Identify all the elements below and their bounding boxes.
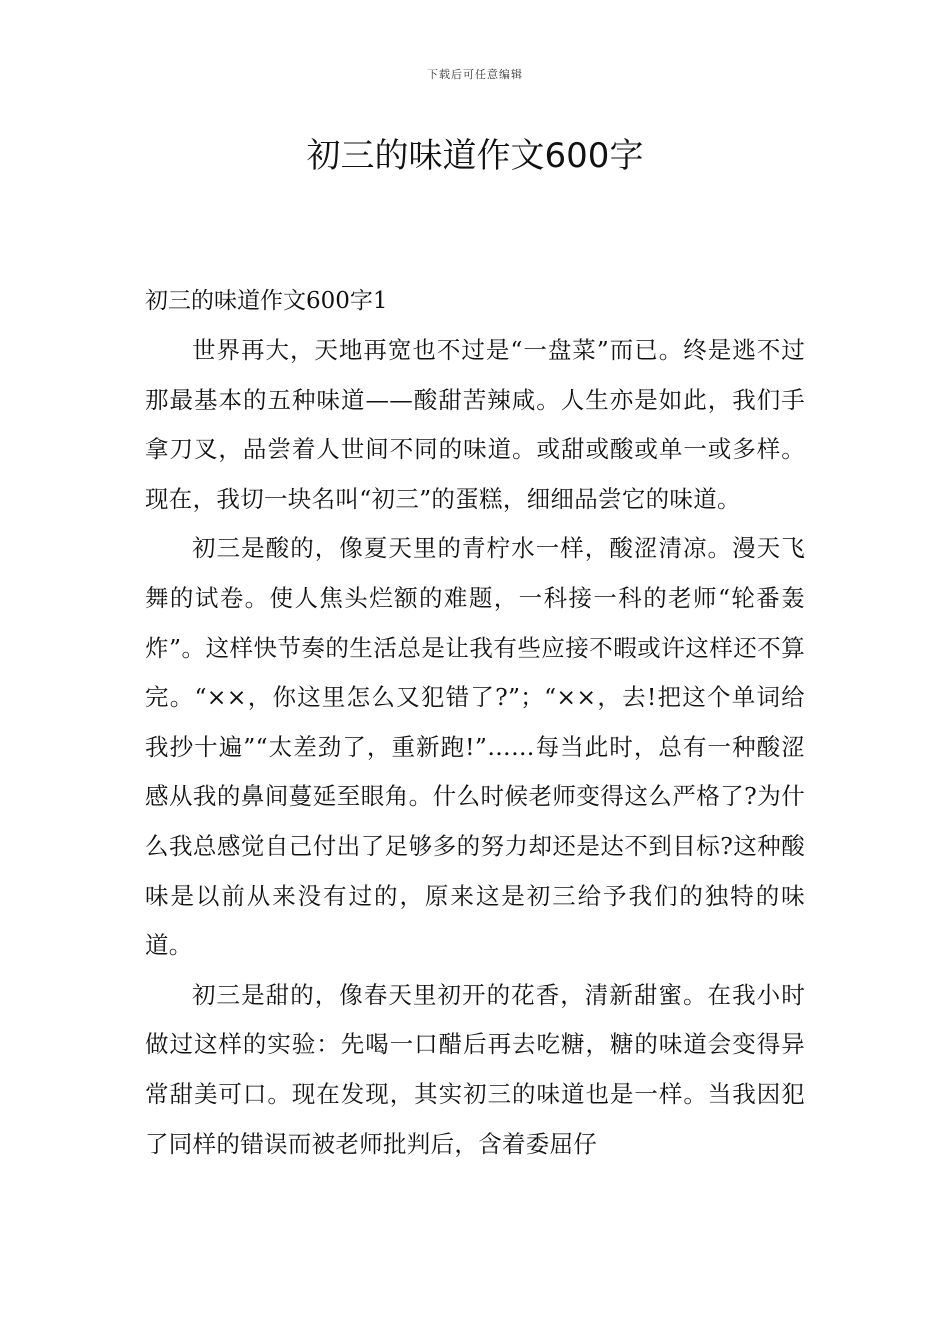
document-body <box>145 276 805 1169</box>
document-title: 初三的味道作文600字 <box>306 136 644 176</box>
section-heading: 初三的味道作文600字1 <box>145 288 388 314</box>
paragraph-3: 初三是甜的，像春天里初开的花香，清新甜蜜。在我小时做过这样的实验：先喝一口醋后再去吃糖，糖的味道会变得异常甜美可口。现在发现，其实初三的味道也是一样。当我因犯了同样的错误而被老师批判后，含着委屈仔 <box>145 980 805 1158</box>
header-note: 下载后可任意编辑 <box>427 68 523 81</box>
paragraph-2: 初三是酸的，像夏天里的青柠水一样，酸涩清凉。漫天飞舞的试卷。使人焦头烂额的难题，一科接一科的老师“轮番轰炸”。这样快节奏的生活总是让我有些应接不暇或许这样还不算完。“××，你这里怎么又犯错了?”；“××，去!把这个单词给我抄十遍”“太差劲了，重新跑!”……每当此时，总有一种酸涩感从我的鼻间蔓延至眼角。什么时候老师变得这么严格了?为什么我总感觉自己付出了足够多的努力却还是达不到目标?这种酸味是以前从来没有过的，原来这是初三给予我们的独特的味道。 <box>145 534 805 960</box>
paragraph-1: 世界再大，天地再宽也不过是“一盘菜”而已。终是逃不过那最基本的五种味道——酸甜苦辣咸。人生亦是如此，我们手拿刀叉，品尝着人世间不同的味道。或甜或酸或单一或多样。现在，我切一块名叫“初三”的蛋糕，细细品尝它的味道。 <box>145 336 805 513</box>
